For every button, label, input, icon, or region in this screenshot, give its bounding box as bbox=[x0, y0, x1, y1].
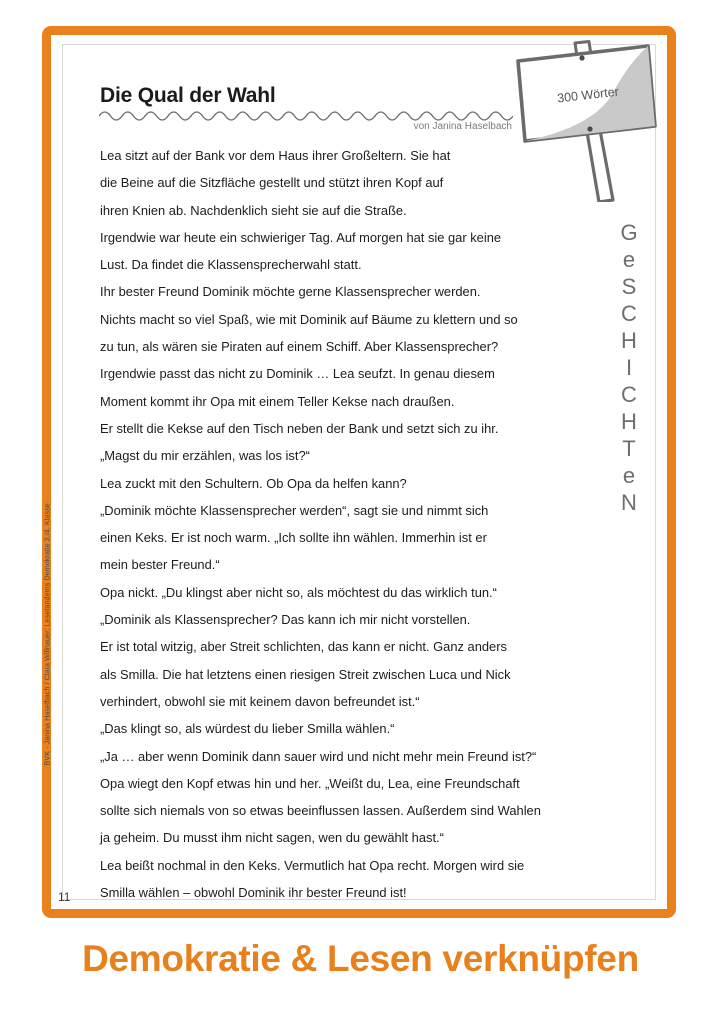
chapter-tab-letter: N bbox=[621, 490, 637, 515]
chapter-tab-letter: e bbox=[622, 463, 636, 488]
chapter-tab-letter: T bbox=[622, 436, 636, 461]
word-count-label: 300 Wörter bbox=[556, 84, 620, 106]
story-body bbox=[100, 142, 612, 906]
story-line: zu tun, als wären sie Piraten auf einem Schiff. Aber Klassensprecher? bbox=[100, 339, 499, 355]
story-line: Opa wiegt den Kopf etwas hin und her. „Weißt du, Lea, eine Freundschaft bbox=[100, 775, 520, 791]
story-line: ja geheim. Du musst ihm nicht sagen, wen du gewählt hast.“ bbox=[100, 830, 444, 846]
story-line: ihren Knien ab. Nachdenklich sieht sie auf die Straße. bbox=[100, 202, 407, 218]
story-line: „Das klingt so, als würdest du lieber Smilla wählen.“ bbox=[100, 721, 395, 737]
chapter-tab-letter: H bbox=[621, 409, 637, 434]
story-line: Nichts macht so viel Spaß, wie mit Dominik auf Bäume zu klettern und so bbox=[100, 311, 518, 327]
story-line: „Magst du mir erzählen, was los ist?“ bbox=[100, 448, 310, 464]
story-line: Lea beißt nochmal in den Keks. Vermutlich hat Opa recht. Morgen wird sie bbox=[100, 857, 525, 873]
story-line: „Ja … aber wenn Dominik dann sauer wird und nicht mehr mein Freund ist?“ bbox=[100, 748, 537, 764]
story-line: Irgendwie passt das nicht zu Dominik … Lea seufzt. In genau diesem bbox=[100, 366, 495, 382]
story-line: Lust. Da findet die Klassensprecherwahl statt. bbox=[100, 257, 362, 273]
chapter-tab-letter: I bbox=[625, 355, 633, 380]
story-line: Irgendwie war heute ein schwieriger Tag. Auf morgen hat sie gar keine bbox=[100, 229, 502, 245]
story-line: als Smilla. Die hat letztens einen riesigen Streit zwischen Luca und Nick bbox=[100, 666, 511, 682]
story-line: Smilla wählen – obwohl Dominik ihr bester Freund ist! bbox=[100, 885, 407, 901]
story-line: Lea zuckt mit den Schultern. Ob Opa da helfen kann? bbox=[100, 475, 407, 491]
story-line: Er stellt die Kekse auf den Tisch neben der Bank und setzt sich zu ihr. bbox=[100, 420, 499, 436]
story-line: „Dominik möchte Klassensprecher werden“, sagt sie und nimmt sich bbox=[100, 502, 489, 518]
story-line: Moment kommt ihr Opa mit einem Teller Kekse nach draußen. bbox=[100, 393, 455, 409]
story-line: die Beine auf die Sitzfläche gestellt und stützt ihren Kopf auf bbox=[100, 175, 444, 191]
story-byline: von Janina Haselbach bbox=[413, 121, 512, 132]
bottom-banner-title: Demokratie & Lesen verknüpfen bbox=[82, 938, 639, 979]
chapter-tab-letter: G bbox=[620, 220, 638, 245]
chapter-tab-geschichten bbox=[612, 222, 646, 514]
chapter-tab-letter: e bbox=[622, 247, 636, 272]
story-line: „Dominik als Klassensprecher? Das kann ich mir nicht vorstellen. bbox=[100, 612, 471, 628]
story-line: Opa nickt. „Du klingst aber nicht so, als möchtest du das wirklich tun.“ bbox=[100, 584, 497, 600]
story-line: Er ist total witzig, aber Streit schlichten, das kann er nicht. Ganz anders bbox=[100, 639, 507, 655]
story-line: einen Keks. Er ist noch warm. „Ich sollte ihn wählen. Immerhin ist er bbox=[100, 530, 487, 546]
imprint-credit-line: BVK · Janina Haselbach / Clara Willnauer: Lesetandems Demokratie 3./4. Klasse bbox=[42, 503, 52, 766]
chapter-tab-letter: C bbox=[621, 382, 637, 407]
story-line: Ihr bester Freund Dominik möchte gerne Klassensprecher werden. bbox=[100, 284, 481, 300]
chapter-tab-letter: S bbox=[621, 274, 637, 299]
page-number: 11 bbox=[58, 890, 71, 904]
chapter-tab-letter: H bbox=[621, 328, 637, 353]
story-line: verhindert, obwohl sie mit keinem davon befreundet ist.“ bbox=[100, 693, 420, 709]
chapter-tab-letter: C bbox=[621, 301, 637, 326]
story-line: Lea sitzt auf der Bank vor dem Haus ihrer Großeltern. Sie hat bbox=[100, 148, 451, 163]
story-line: sollte sich niemals von so etwas beeinflussen lassen. Außerdem sind Wahlen bbox=[100, 803, 541, 819]
story-title: Die Qual der Wahl bbox=[100, 84, 276, 107]
story-line: mein bester Freund.“ bbox=[100, 557, 220, 573]
wavy-underline-decoration bbox=[99, 108, 513, 122]
